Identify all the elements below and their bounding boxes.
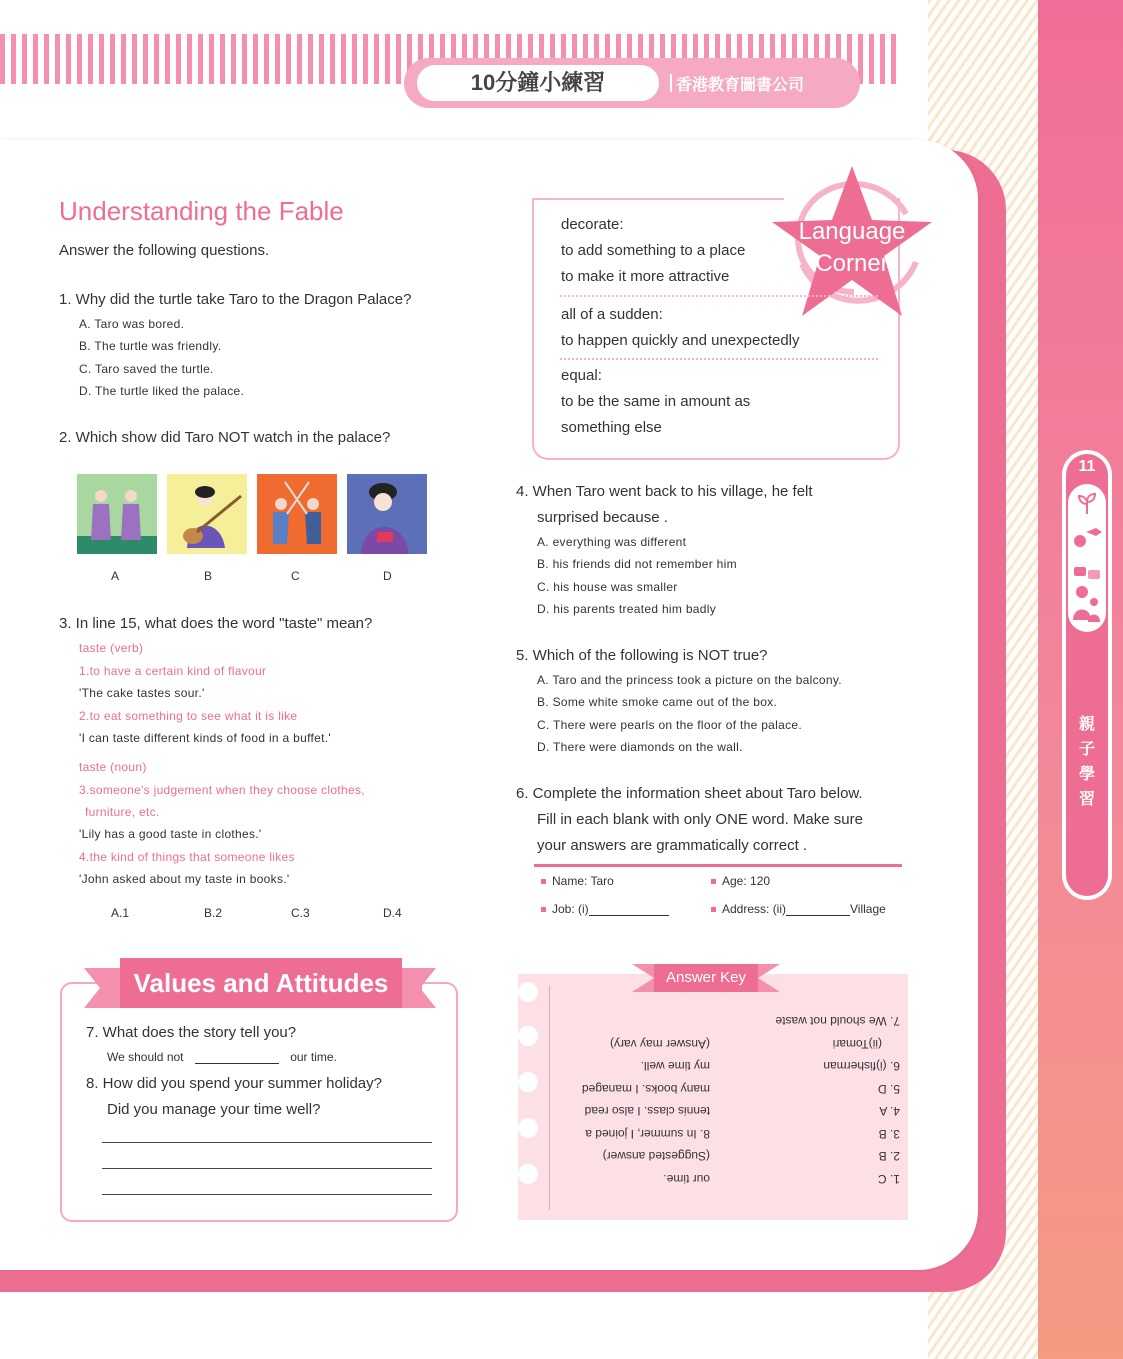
publisher-name: 香港教育圖書公司 [676,77,805,94]
sprout-icon [1076,490,1098,516]
answer-6-ii: (ii)Tomari [832,1037,882,1051]
address-blank[interactable] [786,915,850,916]
q7-answer-line [107,1050,337,1064]
q4-option-a: A. everything was different [537,535,687,549]
q4-option-c: C. his house was smaller [537,580,678,594]
question-8: 8. How did you spend your summer holiday? [86,1075,382,1092]
dict-def-4: 4.the kind of things that someone likes [79,850,295,864]
question-1: 1. Why did the turtle take Taro to the Dragon Palace? [59,291,412,308]
answer-suggested: (Suggested answer) [602,1149,710,1163]
star-badge-line-2: Corner [815,250,889,277]
question-4: 4. When Taro went back to his village, he felt [516,483,813,500]
question-6: 6. Complete the information sheet about Taro below. [516,785,863,802]
info-job-text: Job: (i) [552,902,589,916]
publisher-divider [670,74,672,92]
answer-8-line-2: tennis class. I also read [584,1104,710,1118]
singer-picture [347,474,427,554]
answer-7: 7. We should not waste [775,1014,900,1028]
q1-option-a: A. Taro was bored. [79,317,185,331]
answer-8-line-4: my time well. [640,1059,710,1073]
q1-option-b: B. The turtle was friendly. [79,339,222,353]
picture-label-b: B [204,569,213,583]
answer-2: 2. B [878,1149,900,1163]
side-tab-char: 習 [1078,791,1095,808]
answer-5: 5. D [877,1082,900,1096]
vocab-def-decorate-2: to make it more attractive [561,268,730,285]
vocab-divider [560,295,878,297]
vocab-word-sudden: all of a sudden: [561,306,663,323]
question-7: 7. What does the story tell you? [86,1024,297,1041]
answer-line[interactable] [102,1194,432,1195]
info-age [711,874,770,888]
vocab-def-decorate-1: to add something to a place [561,242,746,259]
answer-7-cont: our time. [663,1172,710,1186]
dict-def-3: 3.someone's judgement when they choose clothes, [79,783,365,797]
q3-option-b: B.2 [204,906,223,920]
q7-answer-post: our time. [290,1050,337,1064]
info-address-suffix: Village [850,902,886,916]
q7-answer-blank[interactable] [195,1063,279,1064]
ribbon-fold-left [100,968,122,1008]
answer-key-ribbon-left [632,964,654,992]
parent-child-icon [1072,584,1102,624]
vocab-word-equal: equal: [561,367,602,384]
vocab-divider [560,358,878,360]
side-tab-char: 學 [1078,766,1095,783]
q3-option-d: D.4 [383,906,402,920]
dict-example-2: 'I can taste different kinds of food in a buffet.' [79,731,331,745]
side-tab-char: 親 [1078,716,1095,733]
job-blank[interactable] [589,915,669,916]
side-tab-label [1076,712,1098,812]
dict-pos-verb: taste (verb) [79,641,144,655]
answer-4: 4. A [879,1104,900,1118]
q3-option-c: C.3 [291,906,310,920]
dict-def-1: 1.to have a certain kind of flavour [79,664,267,678]
page-number: 11 [1078,458,1096,475]
ribbon-fold-right [400,968,422,1008]
question-5: 5. Which of the following is NOT true? [516,647,768,664]
answer-1: 1. C [877,1172,900,1186]
side-tab-icon-panel [1068,484,1106,632]
q1-option-d: D. The turtle liked the palace. [79,384,245,398]
answer-may-vary: (Answer may vary) [609,1037,710,1051]
q7-answer-pre: We should not [107,1050,184,1064]
header-title: 10分鐘小練習 [414,62,662,104]
picture-label-a: A [111,569,120,583]
chat-bubbles-icon [1073,566,1101,582]
answer-line[interactable] [102,1142,432,1143]
info-address [711,902,886,916]
info-name [541,874,614,888]
vocab-word-decorate: decorate: [561,216,624,233]
question-8-cont: Did you manage your time well? [107,1101,321,1118]
question-2: 2. Which show did Taro NOT watch in the palace? [59,429,391,446]
dict-pos-noun: taste (noun) [79,760,147,774]
picture-label-c: C [291,569,300,583]
ribbon-tail-right [420,968,436,1008]
info-job [541,902,669,916]
question-4-cont: surprised because . [537,509,668,526]
q4-option-d: D. his parents treated him badly [537,602,717,616]
info-address-text: Address: (ii) [722,902,787,916]
question-6-cont2: your answers are grammatically correct . [537,837,808,854]
answer-8-line-3: many books. I managed [581,1082,710,1096]
ribbon-tail-left [84,968,100,1008]
answer-3: 3. B [878,1127,900,1141]
answer-key-upside-down [560,996,900,1186]
picture-label-d: D [383,569,392,583]
vocab-def-sudden: to happen quickly and unexpectedly [561,332,800,349]
answer-6: 6. (i)fisherman [823,1059,900,1073]
vocab-def-equal-1: to be the same in amount as [561,393,751,410]
info-sheet-rule [534,864,902,867]
side-tab-char: 子 [1078,741,1095,758]
q5-option-a: A. Taro and the princess took a picture on the balcony. [537,673,842,687]
notebook-hole [518,982,538,1002]
q4-option-b: B. his friends did not remember him [537,557,737,571]
star-badge-line-1: Language [798,218,906,245]
notebook-hole [518,1118,538,1138]
shamisen-player-picture [167,474,247,554]
question-3: 3. In line 15, what does the word "taste" mean? [59,615,373,632]
question-6-cont: Fill in each blank with only ONE word. Make sure [537,811,863,828]
dict-example-3: 'Lily has a good taste in clothes.' [79,827,262,841]
dict-example-1: 'The cake tastes sour.' [79,686,205,700]
info-name-text: Name: Taro [552,874,614,888]
notebook-hole [518,1026,538,1046]
graduation-cap-icon [1072,524,1102,550]
answer-key-title: Answer Key [654,964,758,992]
answer-key-ribbon-right [758,964,780,992]
dancers-picture [77,474,157,554]
notebook-margin-line [549,986,550,1210]
answer-8-line-1: 8. In summer, I joined a [585,1127,710,1141]
q5-option-d: D. There were diamonds on the wall. [537,740,743,754]
vocab-def-equal-2: something else [561,419,662,436]
info-age-text: Age: 120 [722,874,771,888]
dict-def-2: 2.to eat something to see what it is like [79,709,298,723]
dict-example-4: 'John asked about my taste in books.' [79,872,290,886]
notebook-hole [518,1072,538,1092]
dict-def-3-cont: furniture, etc. [85,805,160,819]
sword-fight-picture [257,474,337,554]
answer-line[interactable] [102,1168,432,1169]
values-title: Values and Attitudes [120,958,402,1008]
q5-option-b: B. Some white smoke came out of the box. [537,695,778,709]
q1-option-c: C. Taro saved the turtle. [79,362,214,376]
q5-option-c: C. There were pearls on the floor of the palace. [537,718,802,732]
instruction-text: Answer the following questions. [59,242,270,259]
q3-option-a: A.1 [111,906,130,920]
section-heading-fable: Understanding the Fable [59,196,344,226]
notebook-holes [518,982,538,1212]
notebook-hole [518,1164,538,1184]
